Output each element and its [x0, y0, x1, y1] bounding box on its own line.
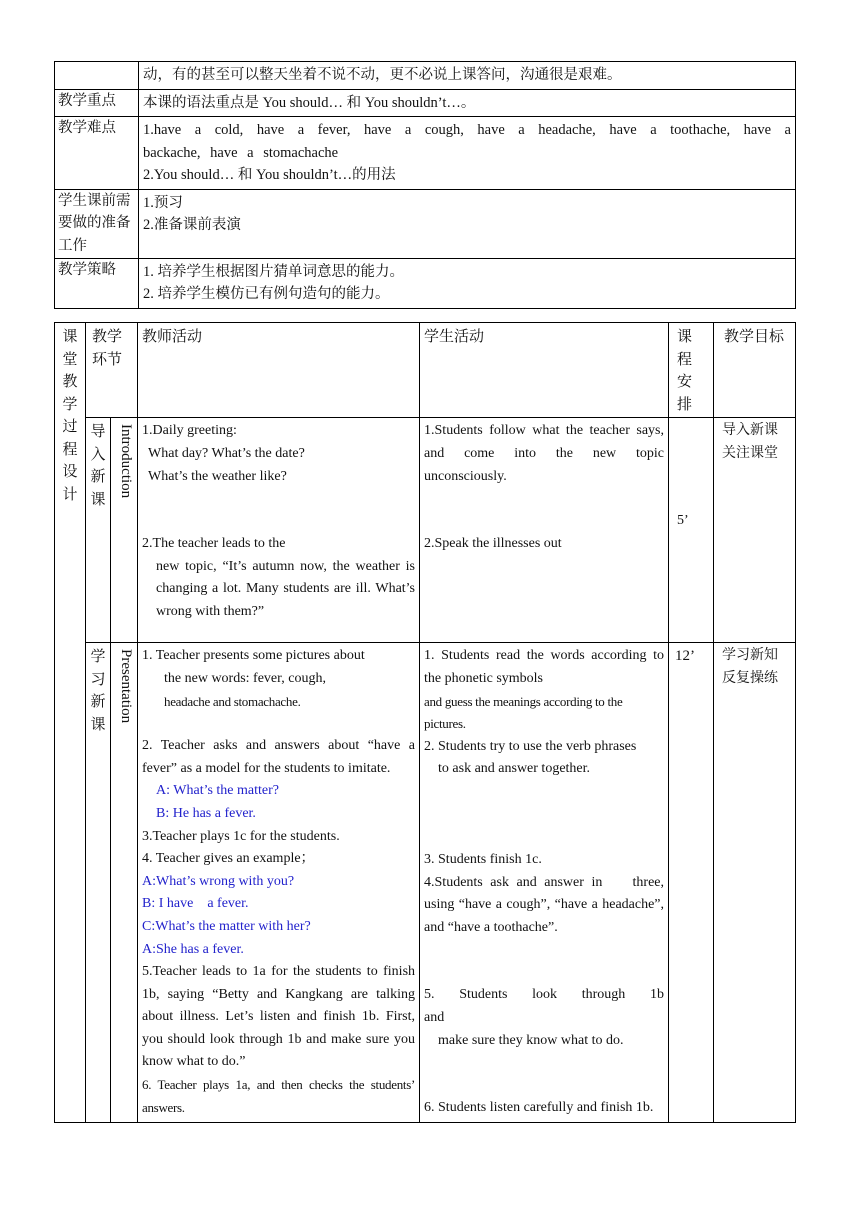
strategy-cell [139, 258, 796, 308]
intro-teacher-1: 1.Daily greeting: [142, 423, 237, 439]
pres-student-5: 5. Students look through 1b and [424, 987, 665, 1025]
pres-student-2: 2. Students try to use the verb phrases [424, 738, 637, 754]
pres-teacher-2a: A: What’s the matter? [156, 783, 279, 799]
pres-teacher-2: 2. Teacher asks and answers about “have a fever” as a model for the students to imitate. [142, 738, 416, 776]
table-row [55, 189, 796, 258]
pres-teacher-4: 4. Teacher gives an example； [142, 851, 315, 867]
difficulty-line-2: 2.You should… 和 You shouldn’t…的用法 [143, 167, 396, 183]
table-row [55, 323, 796, 418]
header-goal: 教学目标 [714, 323, 796, 418]
continued-text: 动，有的甚至可以整天坐着不说不动，更不必说上课答问，沟通很是艰难。 [139, 62, 796, 90]
pres-teacher-5: 5.Teacher leads to 1a for the students to finish 1b, saying “Betty and Kangkang are talking about illness. Let’s listen and finish 1b. First, you should look through 1b and make sure you know what to do.” [142, 964, 416, 1070]
pres-student-3: 3. Students finish 1c. [424, 851, 542, 867]
strategy-line-2: 2. 培养学生模仿已有例句造句的能力。 [143, 286, 390, 302]
pres-stage-cn: 学习新课 [86, 643, 111, 1122]
pres-teacher-1a: the new words: fever, cough, [164, 670, 326, 686]
pres-student-cell [420, 643, 669, 1122]
table-row [55, 258, 796, 308]
pres-time: 12’ [669, 643, 714, 1122]
difficulty-label: 教学难点 [55, 117, 139, 190]
strategy-label: 教学策略 [55, 258, 139, 308]
pres-teacher-6: 6. Teacher plays 1a, and then checks the students’ answers. [142, 1077, 416, 1115]
process-table [54, 322, 796, 1123]
prep-line-2: 2.准备课前表演 [143, 217, 241, 233]
section-label: 课堂教学过程设计 [55, 323, 86, 1123]
focus-text: 本课的语法重点是 You should… 和 You shouldn’t…。 [139, 89, 796, 117]
pres-teacher-4d: A:She has a fever. [142, 941, 244, 957]
table-row [55, 117, 796, 190]
header-teacher: 教师活动 [138, 323, 420, 418]
intro-teacher-2a: new topic, “It’s autumn now, the weather is changing a lot. Many students are ill. What’s wrong with them?” [156, 558, 416, 619]
prep-line-1: 1.预习 [143, 194, 183, 211]
table-row [55, 643, 796, 1122]
intro-student-2: 2.Speak the illnesses out [424, 536, 562, 552]
pres-teacher-4b: B: I have a fever. [142, 896, 249, 912]
pres-teacher-cell [138, 643, 420, 1122]
intro-teacher-1b: What’s the weather like? [148, 468, 287, 484]
header-stage: 教学环节 [86, 323, 138, 418]
table-row [55, 89, 796, 117]
table-row [55, 62, 796, 90]
table-row [55, 418, 796, 643]
difficulty-cell [139, 117, 796, 190]
header-time: 课程安排 [669, 323, 714, 418]
pres-student-2a: to ask and answer together. [438, 761, 591, 777]
pres-student-6: 6. Students listen carefully and finish 1b. [424, 1100, 654, 1116]
intro-teacher-2: 2.The teacher leads to the [142, 536, 286, 552]
pres-teacher-3: 3.Teacher plays 1c for the students. [142, 828, 340, 844]
pres-teacher-4c: C:What’s the matter with her? [142, 918, 311, 934]
pres-student-1a: and guess the meanings according to the pictures. [424, 693, 623, 732]
intro-time-value: 5’ [677, 513, 689, 529]
pres-goal: 学习新知反复操练 [714, 643, 796, 1122]
intro-student-cell [420, 418, 669, 643]
intro-student-1: 1.Students follow what the teacher says, and come into the new topic unconsciously. [424, 423, 665, 484]
intro-teacher-cell [138, 418, 420, 643]
intro-teacher-1a: What day? What’s the date? [148, 445, 305, 461]
intro-stage-cn: 导入新课 [86, 418, 111, 643]
pres-teacher-2b: B: He has a fever. [156, 805, 256, 821]
pres-stage-en: Presentation [111, 643, 138, 1122]
blank-label-cell [55, 62, 139, 90]
pres-teacher-4a: A:What’s wrong with you? [142, 873, 295, 889]
pres-teacher-1b: headache and stomachache. [164, 693, 301, 709]
intro-goal: 导入新课关注课堂 [714, 418, 796, 643]
focus-label: 教学重点 [55, 89, 139, 117]
pres-student-4: 4.Students ask and answer in three, using “have a cough”, “have a headache”, and “have a toothache”. [424, 874, 668, 935]
pres-student-5a: make sure they know what to do. [438, 1032, 624, 1048]
pres-student-1: 1. Students read the words according to the phonetic symbols [424, 648, 665, 686]
intro-time [669, 418, 714, 643]
prep-cell [139, 189, 796, 258]
intro-stage-en: Introduction [111, 418, 138, 643]
pres-teacher-1: 1. Teacher presents some pictures about [142, 648, 365, 664]
difficulty-line-1: 1.have a cold, have a fever, have a cough, have a headache, have a toothache, have a backache, have a stomachache [143, 122, 791, 161]
lesson-info-table [54, 61, 796, 309]
header-student: 学生活动 [420, 323, 669, 418]
strategy-line-1: 1. 培养学生根据图片猜单词意思的能力。 [143, 263, 404, 280]
prep-label: 学生课前需要做的准备工作 [55, 189, 139, 258]
